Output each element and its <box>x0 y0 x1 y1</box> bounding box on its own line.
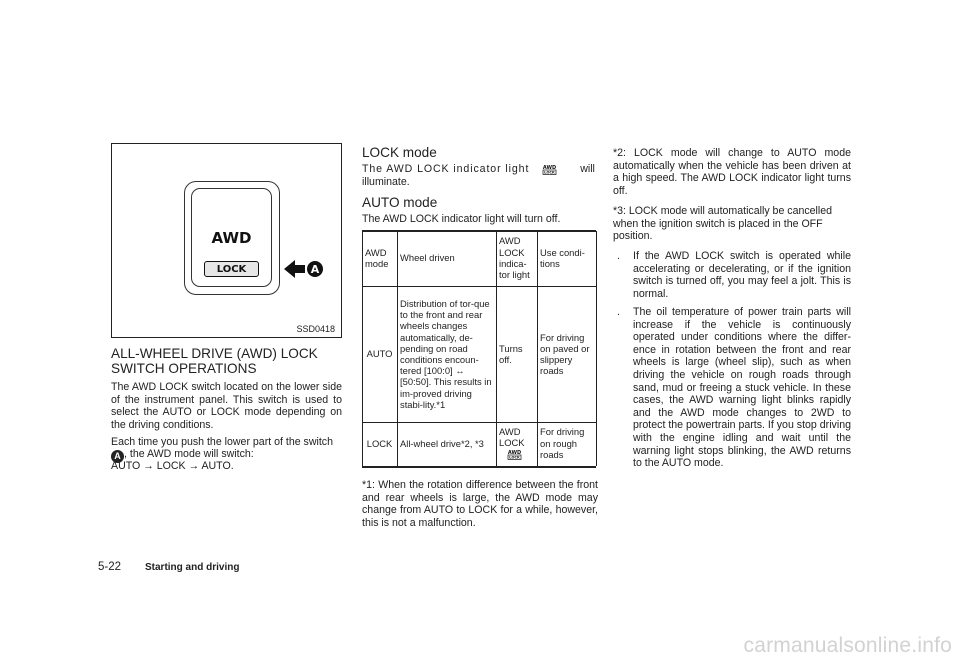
switch-paragraph-line2: A , the AWD mode will switch: <box>111 448 342 463</box>
intro-paragraph: The AWD LOCK switch located on the lower side of the instrument panel. This switch is used to select the AUTO or LOCK mode depending on the driving conditions. <box>111 381 342 431</box>
table-cell: AUTO <box>362 286 397 422</box>
bullet-paragraph-1: If the AWD LOCK switch is operated while accelerating or decelerating, or if the ignition switch is turned off, you may feel a jolt. This is normal. <box>633 250 851 300</box>
switch-button <box>191 188 272 287</box>
auto-mode-heading: AUTO mode <box>362 195 438 210</box>
table-cell: For driving on paved or slippery roads <box>537 286 596 422</box>
chapter-title: Starting and driving <box>145 562 240 573</box>
awd-switch-figure <box>111 143 342 338</box>
awd-lock-indicator-icon <box>507 449 522 460</box>
page-number: 5-22 <box>98 561 122 573</box>
switch-paragraph-line1: Each time you push the lower part of the switch <box>111 436 333 448</box>
footnote-2: *2: LOCK mode will change to AUTO mode automatically when the vehicle has been driven at a high speed. The AWD LOCK indicator light turns off. <box>613 147 851 197</box>
svg-text:LOCK: LOCK <box>509 456 520 461</box>
table-header-cell: AWD mode <box>362 230 397 286</box>
awd-lock-indicator-icon <box>542 164 557 175</box>
switch-lock-label: LOCK <box>204 261 259 277</box>
table-cell: Distribution of tor-que to the front and rear wheels changes automatically, de-pending on road conditions encoun-tered [100:0] ↔ [50:50]. This results in im-proved driving stabi-lity.*1 <box>397 286 496 422</box>
switch-bezel <box>184 181 280 295</box>
switch-awd-label: AWD <box>211 229 252 247</box>
callout-a: A <box>310 263 320 276</box>
table-border-right <box>596 231 597 466</box>
auto-mode-text: The AWD LOCK indicator light will turn off. <box>362 213 561 225</box>
table-row <box>362 286 596 422</box>
watermark: carmanualsonline.info <box>743 634 952 657</box>
table-cell: Turns off. <box>496 286 537 422</box>
table-cell: For driving on rough roads <box>540 426 585 460</box>
pointer-arrow-icon <box>283 257 325 286</box>
table-header-cell: Wheel driven <box>397 230 496 286</box>
svg-text:AWD: AWD <box>507 450 522 457</box>
table-row <box>362 422 596 464</box>
table-header-cell: AWD LOCK indica-tor light <box>496 230 537 286</box>
lock-mode-text: The AWD LOCK indicator light AWD LOCK will illuminate. <box>362 163 595 188</box>
svg-text:LOCK: LOCK <box>544 170 556 175</box>
awd-mode-table <box>362 230 596 464</box>
callout-a-icon: A <box>111 450 124 463</box>
table-cell: LOCK <box>366 437 393 449</box>
switch-sequence: AUTO → LOCK → AUTO. <box>111 460 234 472</box>
bullet-marker: . <box>617 306 620 318</box>
footnote-3: *3: LOCK mode will automatically be cancelled when the ignition switch is placed in the OFF position. <box>613 205 833 243</box>
table-cell: AWD LOCK AWD LOCK <box>499 426 525 461</box>
bullet-marker: . <box>617 250 620 262</box>
footnote-1: *1: When the rotation difference between the front and rear wheels is large, the AWD mode may change from AUTO to LOCK for a while, however, this is not a malfunction. <box>362 479 598 529</box>
lock-mode-heading: LOCK mode <box>362 145 437 160</box>
table-bottom-border <box>362 466 596 468</box>
table-cell: All-wheel drive*2, *3 <box>400 437 484 449</box>
table-header-row <box>362 230 596 286</box>
bullet-paragraph-2: The oil temperature of power train parts will increase if the vehicle is continuously operated under conditions where the differ-ence in rotation between the front and rear wheels is large (wheel slip), such as when driving the vehicle on rough roads through sand, mud or freeing a stuck vehicle. In these cases, the AWD warning light blinks rapidly and the AWD mode changes to 2WD to protect the powertrain parts. If you stop driving with the engine idling and wait until the warning light stops blinking, the AWD returns to the AUTO mode. <box>633 306 851 470</box>
figure-code: SSD0418 <box>296 324 335 334</box>
table-header-cell: Use condi-tions <box>537 230 596 286</box>
svg-text:AWD: AWD <box>543 164 557 171</box>
section-heading: ALL-WHEEL DRIVE (AWD) LOCK SWITCH OPERATIONS <box>111 346 318 376</box>
